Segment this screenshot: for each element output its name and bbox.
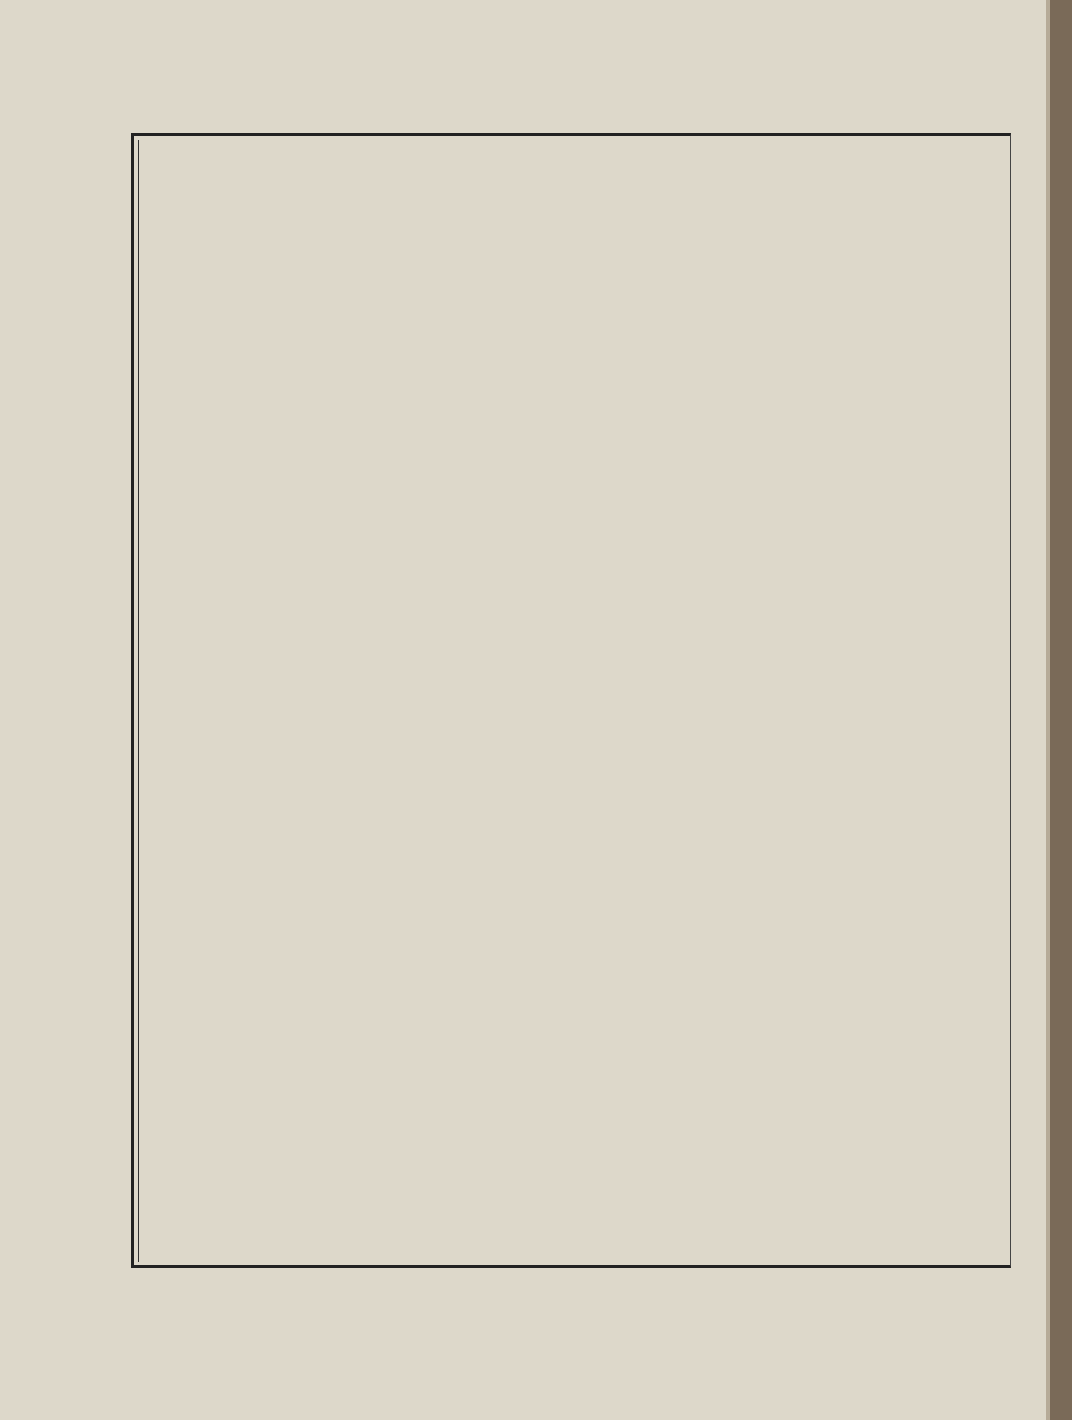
- page-edge: [1046, 0, 1050, 1420]
- book-spine: [1050, 0, 1072, 1420]
- table-frame: [131, 133, 1011, 1268]
- table-inner-border: [138, 140, 139, 1262]
